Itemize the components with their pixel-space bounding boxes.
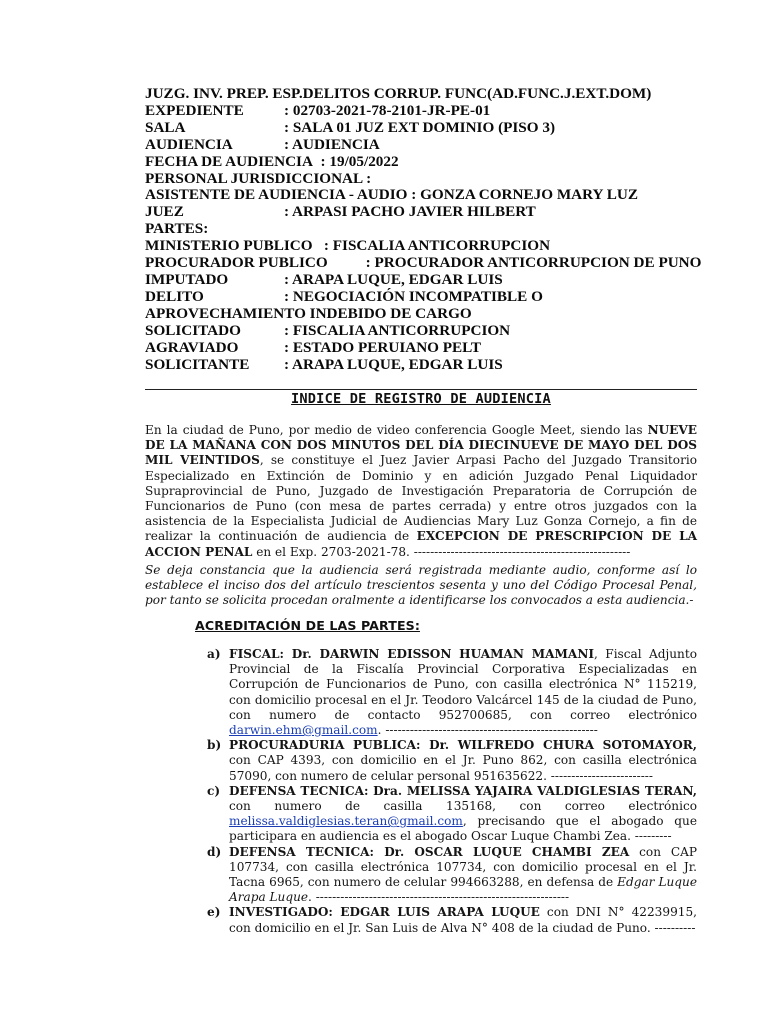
delito-label: DELITO <box>145 287 204 305</box>
index-title: INDICE DE REGISTRO DE AUDIENCIA <box>291 391 551 407</box>
list-marker: b) <box>207 738 222 753</box>
acreditacion-heading: ACREDITACIÓN DE LAS PARTES: <box>195 618 420 633</box>
solicitante-value: : ARAPA LUQUE, EDGAR LUIS <box>284 355 503 373</box>
intro-paragraph <box>145 423 697 560</box>
email-link[interactable]: melissa.valdiglesias.teran@gmail.com <box>229 814 463 829</box>
party-tail: . ---------------------------------------------------- <box>377 723 598 738</box>
expediente-row <box>145 103 705 120</box>
list-item <box>207 738 697 784</box>
party-title: DEFENSA TECNICA: Dra. MELISSA YAJAIRA VALDIGLESIAS TERAN, <box>229 783 697 798</box>
list-item <box>207 905 697 935</box>
list-marker: a) <box>207 647 221 661</box>
party-tail: , precisando que el abogado que participara en audiencia es el abogado Oscar Luque Chambi Zea. --------- <box>229 814 697 844</box>
intro-excepcion-bold: EXCEPCION DE PRESCRIPCION DE LA ACCION PENAL <box>145 529 697 559</box>
partes-heading: PARTES: <box>145 220 209 238</box>
email-link[interactable]: darwin.ehm@gmail.com <box>229 723 378 738</box>
ministerio-row <box>145 238 705 255</box>
imputado-value: : ARAPA LUQUE, EDGAR LUIS <box>284 270 503 288</box>
solicitante-label: SOLICITANTE <box>145 355 250 373</box>
personal-heading: PERSONAL JURISDICCIONAL : <box>145 169 372 187</box>
party-text: con CAP 4393, con domicilio en el Jr. Puno 862, con casilla electrónica 57090, con numero de celular personal 951635622. ------------------------- <box>229 753 697 783</box>
delito-value: : NEGOCIACIÓN INCOMPATIBLE O APROVECHAMIENTO INDEBIDO DE CARGO <box>145 287 543 322</box>
parties-list <box>207 647 697 936</box>
procurador-label: PROCURADOR PUBLICO <box>145 254 328 272</box>
solicitado-label: SOLICITADO <box>145 321 241 339</box>
list-marker: d) <box>207 844 222 859</box>
asistente-row: ASISTENTE DE AUDIENCIA - AUDIO : GONZA CORNEJO MARY LUZ <box>145 186 638 204</box>
imputado-label: IMPUTADO <box>145 270 229 288</box>
list-item <box>207 784 697 845</box>
sala-row <box>145 120 705 137</box>
ministerio-label: MINISTERIO PUBLICO <box>145 237 313 255</box>
ministerio-value: : FISCALIA ANTICORRUPCION <box>323 237 551 255</box>
juez-label: JUEZ <box>145 203 184 221</box>
procurador-value: : PROCURADOR ANTICORRUPCION DE PUNO <box>365 254 702 272</box>
delito-row <box>145 289 705 323</box>
agraviado-label: AGRAVIADO <box>145 338 239 356</box>
party-text: , Fiscal Adjunto Provincial de la Fiscalía Provincial Corporativa Especializadas en Corrupción de Funcionarios de Puno, con casilla electrónica N° 115219, con domicilio procesal en el Jr. Teodoro Valcárcel 145 de la ciudad de Puno, con numero de contacto 952700685, con correo electrónico <box>229 647 697 722</box>
agraviado-row <box>145 340 705 357</box>
fecha-label: FECHA DE AUDIENCIA <box>145 152 313 170</box>
agraviado-value: : ESTADO PERUIANO PELT <box>284 338 482 356</box>
sala-value: : SALA 01 JUZ EXT DOMINIO (PISO 3) <box>284 118 556 136</box>
party-tail: . -------------------------------------------------------------- <box>308 890 570 905</box>
fecha-value: : 19/05/2022 <box>320 152 399 170</box>
sala-label: SALA <box>145 118 186 136</box>
party-title: DEFENSA TECNICA: Dr. OSCAR LUQUE CHAMBI ZEA <box>229 844 630 859</box>
imputado-row <box>145 272 705 289</box>
header-divider <box>145 389 697 390</box>
party-title: PROCURADURIA PUBLICA: Dr. WILFREDO CHURA SOTOMAYOR, <box>229 738 697 753</box>
defended-name: Edgar Luque Arapa Luque <box>229 875 697 905</box>
party-text: con CAP 107734, con casilla electrónica 107734, con domicilio procesal en el Jr. Tacna 6965, con numero de celular 994663288, en defensa de <box>229 844 698 890</box>
intro-text-2: , se constituye el Juez Javier Arpasi Pacho del Juzgado Transitorio Especializado en Extinción de Dominio y en adición Juzgado Penal Liquidador Supraprovincial de Puno, Juzgado de Investigación Preparatoria de Corrupción de Funcionarios de Puno (con mesa de partes cerrada) y entre otros juzgados con la asistencia de la Especialista Judicial de Audiencias Mary Luz Gonza Cornejo, a fin de realizar la continuación de audiencia de <box>145 453 698 544</box>
expediente-label: EXPEDIENTE <box>145 101 244 119</box>
party-text: con DNI N° 42239915, con domicilio en el Jr. San Luis de Alva N° 408 de la ciudad de Puno. ---------- <box>229 905 697 935</box>
intro-text-1: En la ciudad de Puno, por medio de video conferencia Google Meet, siendo las <box>145 423 648 437</box>
court-name: JUZG. INV. PREP. ESP.DELITOS CORRUP. FUNC(AD.FUNC.J.EXT.DOM) <box>145 85 652 102</box>
solicitado-value: : FISCALIA ANTICORRUPCION <box>284 321 511 339</box>
case-header <box>145 86 705 373</box>
solicitado-row <box>145 323 705 340</box>
party-text: con numero de casilla 135168, con correo electrónico <box>229 799 697 814</box>
intro-dashes: ----------------------------------------------------- <box>413 544 631 559</box>
list-item <box>207 845 697 906</box>
audiencia-row <box>145 137 705 154</box>
juez-row <box>145 204 705 221</box>
procurador-row <box>145 255 705 272</box>
juez-value: : ARPASI PACHO JAVIER HILBERT <box>284 203 536 221</box>
party-title: INVESTIGADO: EDGAR LUIS ARAPA LUQUE <box>229 905 540 920</box>
audiencia-value: : AUDIENCIA <box>284 135 380 153</box>
intro-text-3: en el Exp. 2703-2021-78. <box>252 544 414 559</box>
list-marker: c) <box>207 783 221 798</box>
fecha-row <box>145 154 705 171</box>
expediente-value: : 02703-2021-78-2101-JR-PE-01 <box>284 101 491 119</box>
party-title: FISCAL: Dr. DARWIN EDISSON HUAMAN MAMANI <box>229 647 595 661</box>
constancia-paragraph: Se deja constancia que la audiencia será registrada mediante audio, conforme así lo establece el inciso dos del artículo trescientos sesenta y uno del Código Procesal Penal, por tanto se solicita procedan oralmente a identificarse los convocados a esta audiencia.- <box>145 563 697 608</box>
solicitante-row <box>145 357 705 374</box>
intro-time-bold: NUEVE DE LA MAÑANA CON DOS MINUTOS DEL DÍA DIECINUEVE DE MAYO DEL DOS MIL VEINTIDOS <box>145 423 697 468</box>
list-item <box>207 647 697 738</box>
audiencia-label: AUDIENCIA <box>145 135 233 153</box>
list-marker: e) <box>207 905 221 920</box>
